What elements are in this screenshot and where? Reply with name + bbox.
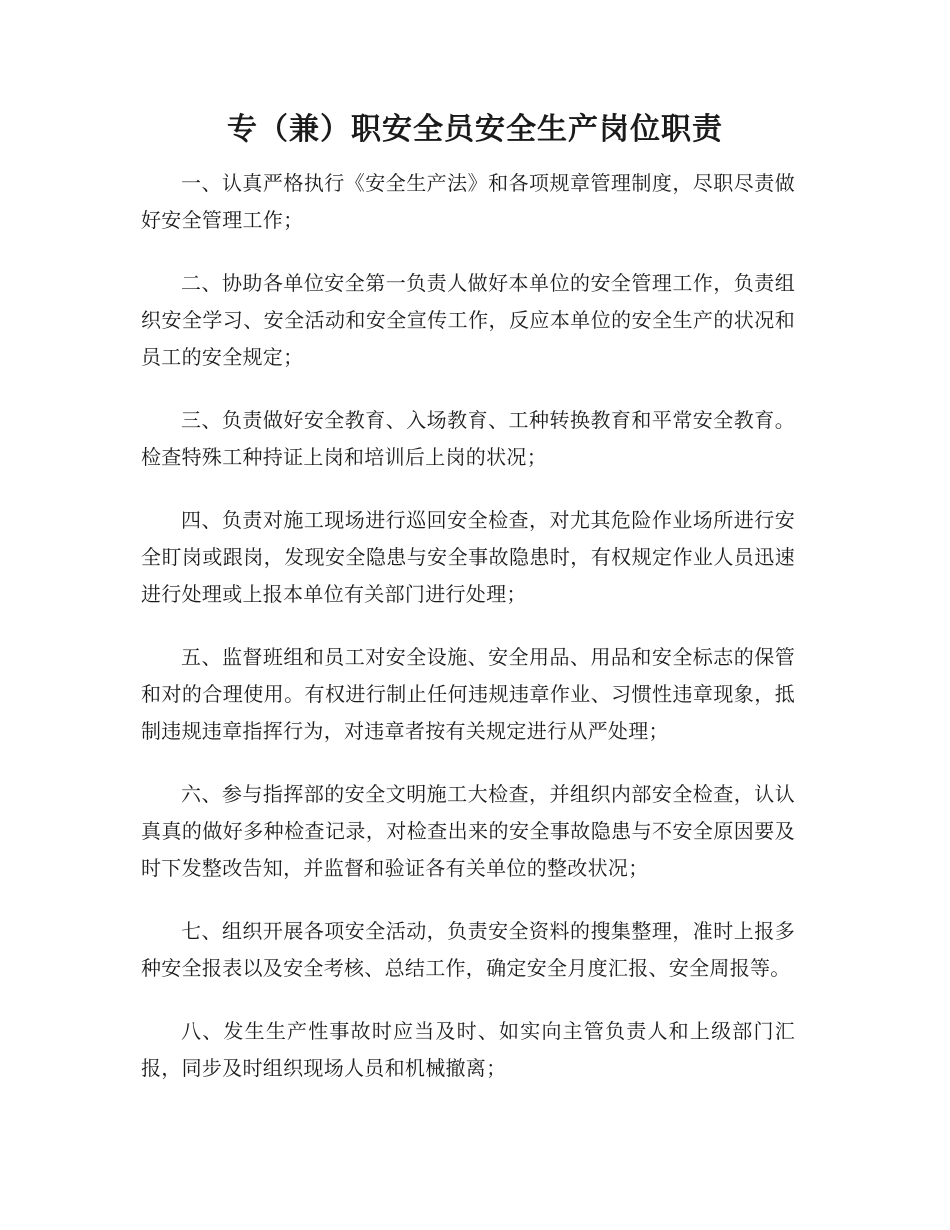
paragraph-6: 六、参与指挥部的安全文明施工大检查，并组织内部安全检查，认认真真的做好多种检查记录，对检查出来的安全事故隐患与不安全原因要及时下发整改告知，并监督和验证各有关单位的整改状况；	[141, 782, 795, 880]
paragraph-7: 七、组织开展各项安全活动，负责安全资料的搜集整理，准时上报多种安全报表以及安全考核、总结工作，确定安全月度汇报、安全周报等。	[141, 919, 795, 980]
paragraph-1: 一、认真严格执行《安全生产法》和各项规章管理制度，尽职尽责做好安全管理工作；	[141, 171, 795, 232]
paragraph-2: 二、协助各单位安全第一负责人做好本单位的安全管理工作，负责组织安全学习、安全活动和安全宣传工作，反应本单位的安全生产的状况和员工的安全规定；	[141, 271, 795, 369]
paragraph-4: 四、负责对施工现场进行巡回安全检查，对尤其危险作业场所进行安全盯岗或跟岗，发现安全隐患与安全事故隐患时，有权规定作业人员迅速进行处理或上报本单位有关部门进行处理；	[141, 508, 795, 606]
document-title: 专（兼）职安全员安全生产岗位职责	[227, 112, 723, 147]
paragraph-3: 三、负责做好安全教育、入场教育、工种转换教育和平常安全教育。检查特殊工种持证上岗和培训后上岗的状况；	[141, 408, 795, 469]
document-body	[141, 165, 795, 1113]
paragraph-5: 五、监督班组和员工对安全设施、安全用品、用品和安全标志的保管和对的合理使用。有权进行制止任何违规违章作业、习惯性违章现象，抵制违规违章指挥行为，对违章者按有关规定进行从严处理；	[141, 645, 795, 743]
paragraph-8: 八、发生生产性事故时应当及时、如实向主管负责人和上级部门汇报，同步及时组织现场人员和机械撤离；	[141, 1019, 795, 1080]
